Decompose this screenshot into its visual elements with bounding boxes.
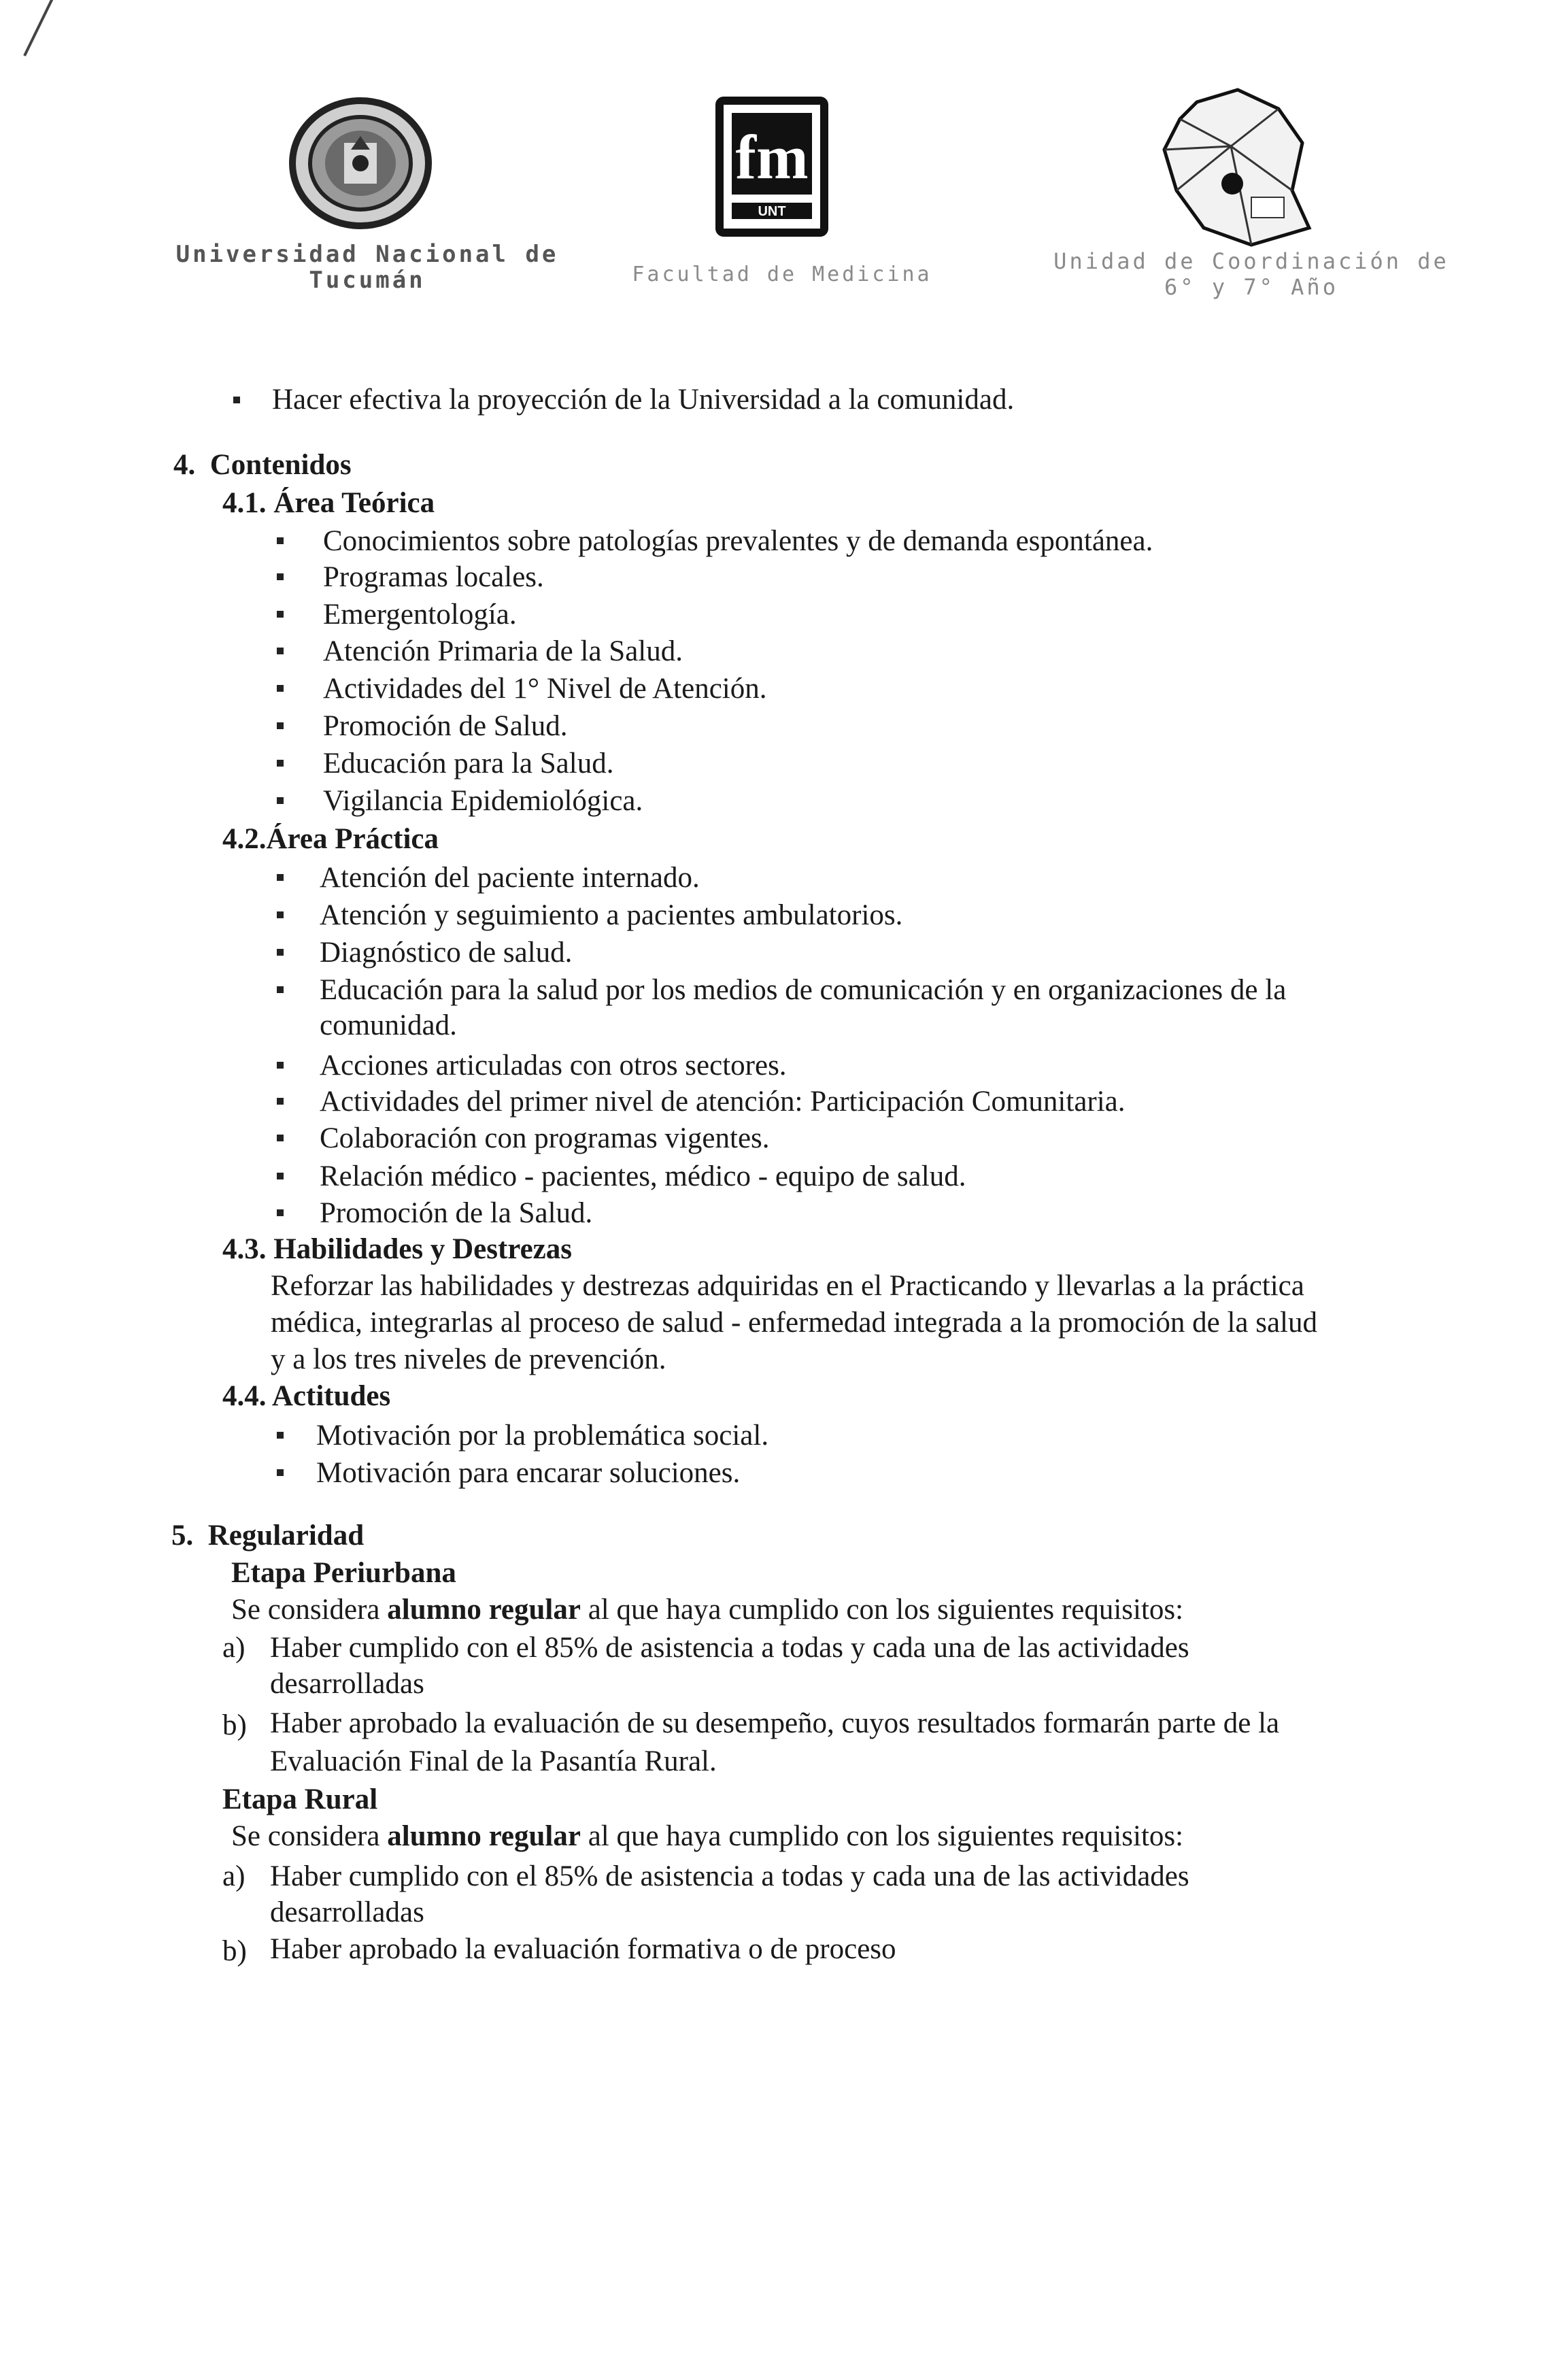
periurbana-intro-post: al que haya cumplido con los siguientes requisitos: bbox=[580, 1594, 1184, 1626]
section-5-heading: 5. Regularidad bbox=[171, 1520, 365, 1552]
periurbana-requirement-a-line-1: Haber cumplido con el 85% de asistencia a todas y cada una de las actividades bbox=[270, 1632, 1189, 1664]
teorica-item: Promoción de Salud. bbox=[323, 710, 568, 742]
rural-intro bbox=[231, 1819, 1183, 1854]
etapa-rural-heading: Etapa Rural bbox=[222, 1783, 378, 1815]
bullet-marker bbox=[277, 797, 284, 804]
faculty-logo-text: fm bbox=[735, 122, 809, 192]
bullet-marker bbox=[277, 1173, 284, 1179]
subsection-4-1-heading: 4.1. Área Teórica bbox=[222, 487, 435, 519]
habilidades-line: Reforzar las habilidades y destrezas adquiridas en el Practicando y llevarlas a la práctica bbox=[271, 1270, 1304, 1302]
section-4-heading: 4. Contenidos bbox=[173, 449, 352, 481]
teorica-item: Actividades del 1° Nivel de Atención. bbox=[323, 673, 767, 705]
practica-item: Relación médico - pacientes, médico - equipo de salud. bbox=[320, 1160, 966, 1192]
teorica-item: Vigilancia Epidemiológica. bbox=[323, 785, 643, 817]
bullet-marker bbox=[277, 537, 284, 544]
bullet-marker bbox=[277, 874, 284, 881]
rural-requirement-a-line-1: Haber cumplido con el 85% de asistencia a todas y cada una de las actividades bbox=[270, 1860, 1189, 1892]
habilidades-line: médica, integrarlas al proceso de salud - enfermedad integrada a la promoción de la salud bbox=[271, 1307, 1317, 1339]
practica-item: Atención del paciente internado. bbox=[320, 862, 700, 894]
teorica-item: Emergentología. bbox=[323, 599, 517, 631]
bullet-marker bbox=[277, 1135, 284, 1141]
actitudes-item: Motivación para encarar soluciones. bbox=[316, 1457, 741, 1489]
university-caption: Universidad Nacional de Tucumán bbox=[175, 241, 559, 294]
practica-item: Actividades del primer nivel de atención: Participación Comunitaria. bbox=[320, 1086, 1126, 1118]
bullet-marker bbox=[277, 949, 284, 956]
rural-requirement-b-line: Haber aprobado la evaluación formativa o de proceso bbox=[270, 1933, 896, 1965]
bullet-marker bbox=[277, 611, 284, 618]
bullet-marker bbox=[277, 722, 284, 729]
bullet-marker bbox=[277, 1098, 284, 1105]
periurbana-intro bbox=[231, 1592, 1183, 1628]
teorica-item: Programas locales. bbox=[323, 561, 544, 593]
unit-caption-line-1: Unidad de Coordinación de bbox=[1053, 248, 1449, 274]
bullet-marker bbox=[277, 986, 284, 993]
bullet-marker bbox=[277, 1432, 284, 1439]
bullet-marker bbox=[277, 685, 284, 692]
bullet-marker bbox=[277, 648, 284, 654]
rural-intro-pre: Se considera bbox=[231, 1820, 388, 1852]
university-seal-logo bbox=[286, 95, 435, 231]
bullet-marker bbox=[277, 1469, 284, 1476]
unit-caption-line-2: 6° y 7° Año bbox=[1164, 274, 1338, 300]
requirement-marker: b) bbox=[222, 1709, 247, 1741]
teorica-item: Atención Primaria de la Salud. bbox=[323, 635, 683, 667]
bullet-marker bbox=[277, 1062, 284, 1069]
rural-intro-bold: alumno regular bbox=[387, 1820, 581, 1852]
province-map-logo bbox=[1149, 82, 1319, 252]
bullet-marker bbox=[233, 397, 240, 403]
intro-bullet-text: Hacer efectiva la proyección de la Universidad a la comunidad. bbox=[272, 384, 1015, 416]
rural-requirement-a-line-2: desarrolladas bbox=[270, 1896, 424, 1928]
etapa-periurbana-heading: Etapa Periurbana bbox=[231, 1557, 456, 1589]
practica-item: Promoción de la Salud. bbox=[320, 1197, 593, 1229]
habilidades-line: y a los tres niveles de prevención. bbox=[271, 1343, 666, 1375]
periurbana-requirement-b-line-1: Haber aprobado la evaluación de su desempeño, cuyos resultados formarán parte de la bbox=[270, 1707, 1280, 1739]
practica-item: Atención y seguimiento a pacientes ambulatorios. bbox=[320, 899, 903, 931]
periurbana-intro-bold: alumno regular bbox=[387, 1594, 581, 1626]
practica-item: Colaboración con programas vigentes. bbox=[320, 1122, 770, 1154]
periurbana-requirement-b-line-2: Evaluación Final de la Pasantía Rural. bbox=[270, 1745, 717, 1777]
subsection-4-3-heading: 4.3. Habilidades y Destrezas bbox=[222, 1233, 573, 1265]
bullet-marker bbox=[277, 760, 284, 767]
subsection-4-4-heading: 4.4. Actitudes bbox=[222, 1380, 391, 1412]
unit-caption bbox=[979, 248, 1523, 300]
bullet-marker bbox=[277, 573, 284, 580]
requirement-marker: a) bbox=[222, 1860, 246, 1892]
periurbana-requirement-a-line-2: desarrolladas bbox=[270, 1668, 424, 1700]
actitudes-item: Motivación por la problemática social. bbox=[316, 1420, 769, 1452]
practica-item-continuation: comunidad. bbox=[320, 1009, 457, 1041]
faculty-logo-subtext: UNT bbox=[758, 204, 786, 219]
requirement-marker: b) bbox=[222, 1935, 247, 1967]
bullet-marker bbox=[277, 1209, 284, 1216]
rural-intro-post: al que haya cumplido con los siguientes requisitos: bbox=[580, 1820, 1184, 1852]
teorica-item: Educación para la Salud. bbox=[323, 748, 614, 780]
practica-item: Diagnóstico de salud. bbox=[320, 937, 573, 969]
periurbana-intro-pre: Se considera bbox=[231, 1594, 388, 1626]
subsection-4-2-heading: 4.2.Área Práctica bbox=[222, 823, 439, 855]
bullet-marker bbox=[277, 911, 284, 918]
faculty-logo bbox=[714, 95, 830, 238]
pen-stroke-mark bbox=[23, 0, 58, 56]
practica-item: Acciones articuladas con otros sectores. bbox=[320, 1050, 787, 1082]
faculty-caption: Facultad de Medicina bbox=[632, 263, 932, 286]
requirement-marker: a) bbox=[222, 1632, 246, 1664]
teorica-item: Conocimientos sobre patologías prevalentes y de demanda espontánea. bbox=[323, 525, 1153, 557]
practica-item: Educación para la salud por los medios de comunicación y en organizaciones de la bbox=[320, 974, 1287, 1006]
